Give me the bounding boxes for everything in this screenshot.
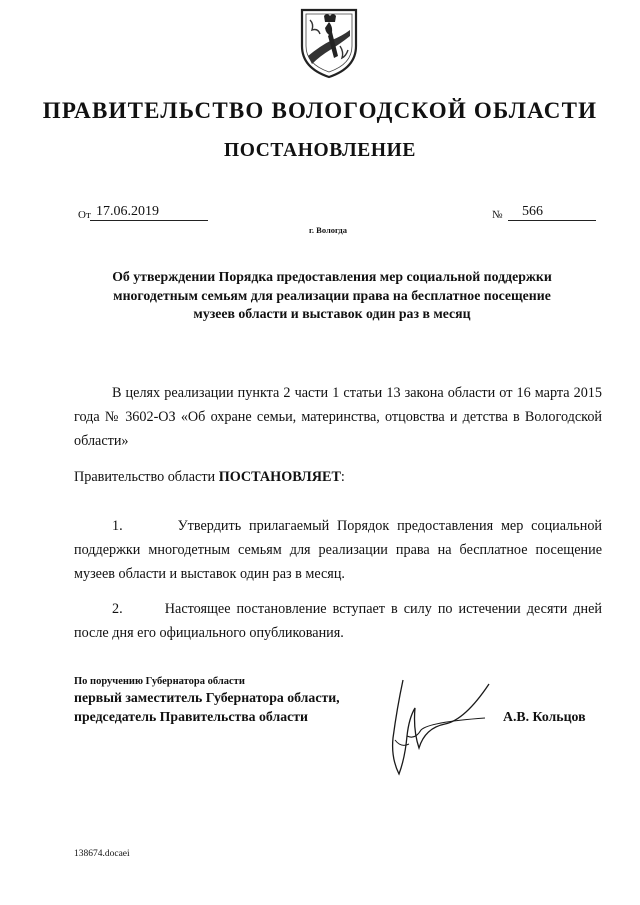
date-prefix: От (78, 209, 91, 221)
decree-line (74, 465, 602, 489)
file-id: 138674.docaei (74, 849, 130, 859)
number-prefix: № (492, 209, 503, 221)
item-text: Утвердить прилагаемый Порядок предоставления мер социальной поддержки многодетным семьям для реализации права на бесплатное посещение музеев области и выставок один раз в месяц. (74, 518, 603, 582)
document-type: ПОСТАНОВЛЕНИЕ (223, 140, 417, 161)
city: г. Вологда (309, 225, 347, 235)
handwritten-signature-icon (385, 678, 495, 778)
government-title: ПРАВИТЕЛЬСТВО ВОЛОГОДСКОЙ ОБЛАСТИ (42, 98, 598, 123)
document-number: 566 (508, 204, 596, 221)
document-date: 17.06.2019 (90, 204, 208, 221)
decree-item (74, 514, 602, 586)
signatory-position-line1: первый заместитель Губернатора области, (74, 690, 340, 705)
item-number: 2. (112, 601, 123, 617)
item-text: Настоящее постановление вступает в силу по истечении десяти дней после дня его официального опубликования. (74, 601, 602, 641)
item-number: 1. (112, 518, 123, 534)
signatory-position-line2: председатель Правительства области (74, 709, 308, 724)
decree-prefix: Правительство области (74, 469, 216, 485)
on-behalf-line: По поручению Губернатора области (74, 676, 245, 687)
decree-item (74, 597, 602, 645)
decree-word: ПОСТАНОВЛЯЕТ (218, 469, 341, 485)
signatory-name: А.В. Кольцов (503, 709, 586, 724)
coat-of-arms-icon (298, 6, 360, 80)
preamble-paragraph: В целях реализации пункта 2 части 1 статьи 13 закона области от 16 марта 2015 года № 3602-ОЗ «Об охране семьи, материнства, отцовства и детства в Вологодской области» (74, 385, 602, 449)
decree-suffix: : (340, 469, 345, 485)
document-subject: Об утверждении Порядка предоставления мер социальной поддержки многодетным семьям для реализации права на бесплатное посещение музеев области и выставок один раз в месяц (112, 269, 552, 321)
